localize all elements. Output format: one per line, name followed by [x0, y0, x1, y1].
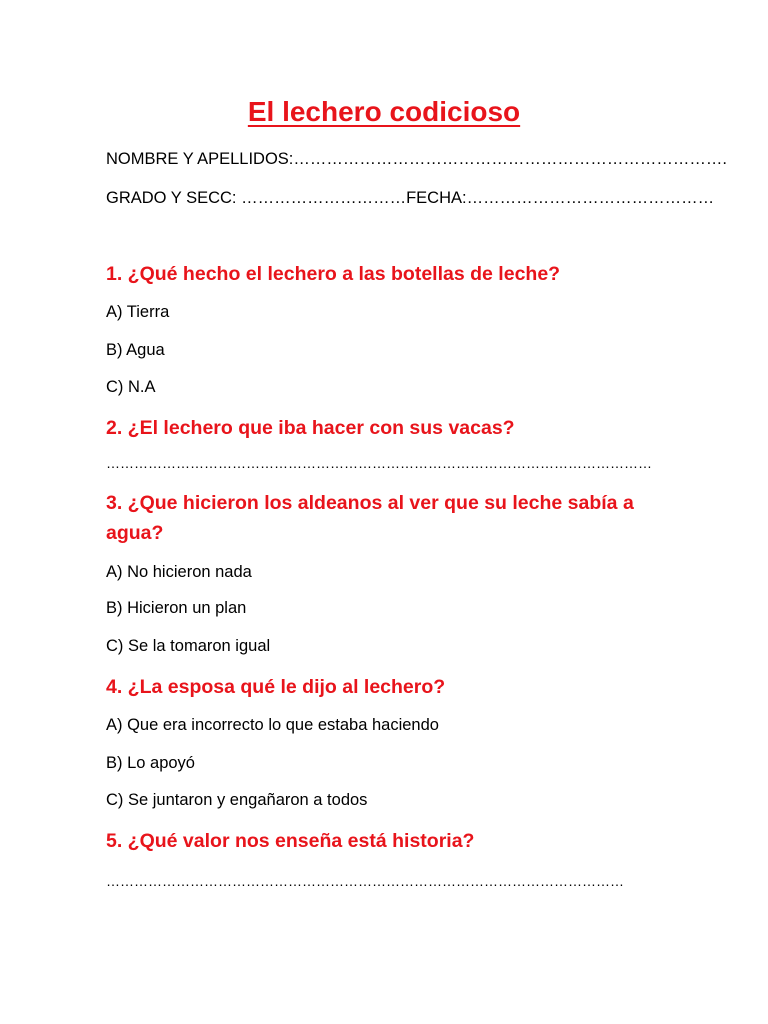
worksheet-title: El lechero codicioso: [247, 96, 521, 127]
question-1-option-c: C) N.A: [106, 378, 156, 396]
question-3: 3. ¿Que hicieron los aldeanos al ver que su leche sabía a agua?: [106, 492, 634, 544]
question-5: 5. ¿Qué valor nos enseña está historia?: [106, 830, 475, 852]
question-4: 4. ¿La esposa qué le dijo al lechero?: [106, 676, 446, 698]
question-4-option-b: B) Lo apoyó: [106, 754, 195, 772]
question-2: 2. ¿El lechero que iba hacer con sus vacas?: [106, 417, 515, 439]
question-2-answer-line: ………………………………………………………………………………………………………: [106, 455, 652, 471]
name-field-line: NOMBRE Y APELLIDOS:…………………………………………………………………….: [106, 150, 727, 168]
question-1: 1. ¿Qué hecho el lechero a las botellas de leche?: [106, 263, 561, 285]
question-5-answer-line: …………………………………………………………………………………………………: [106, 873, 624, 889]
grade-date-field-line: GRADO Y SECC: …………………………FECHA:………………………………………: [106, 189, 715, 207]
question-1-option-b: B) Agua: [106, 341, 165, 359]
question-4-option-a: A) Que era incorrecto lo que estaba haciendo: [106, 716, 439, 734]
question-3-option-a: A) No hicieron nada: [106, 563, 252, 581]
question-1-option-a: A) Tierra: [106, 303, 170, 321]
question-3-option-b: B) Hicieron un plan: [106, 599, 247, 617]
question-4-option-c: C) Se juntaron y engañaron a todos: [106, 791, 368, 809]
question-3-option-c: C) Se la tomaron igual: [106, 637, 271, 655]
